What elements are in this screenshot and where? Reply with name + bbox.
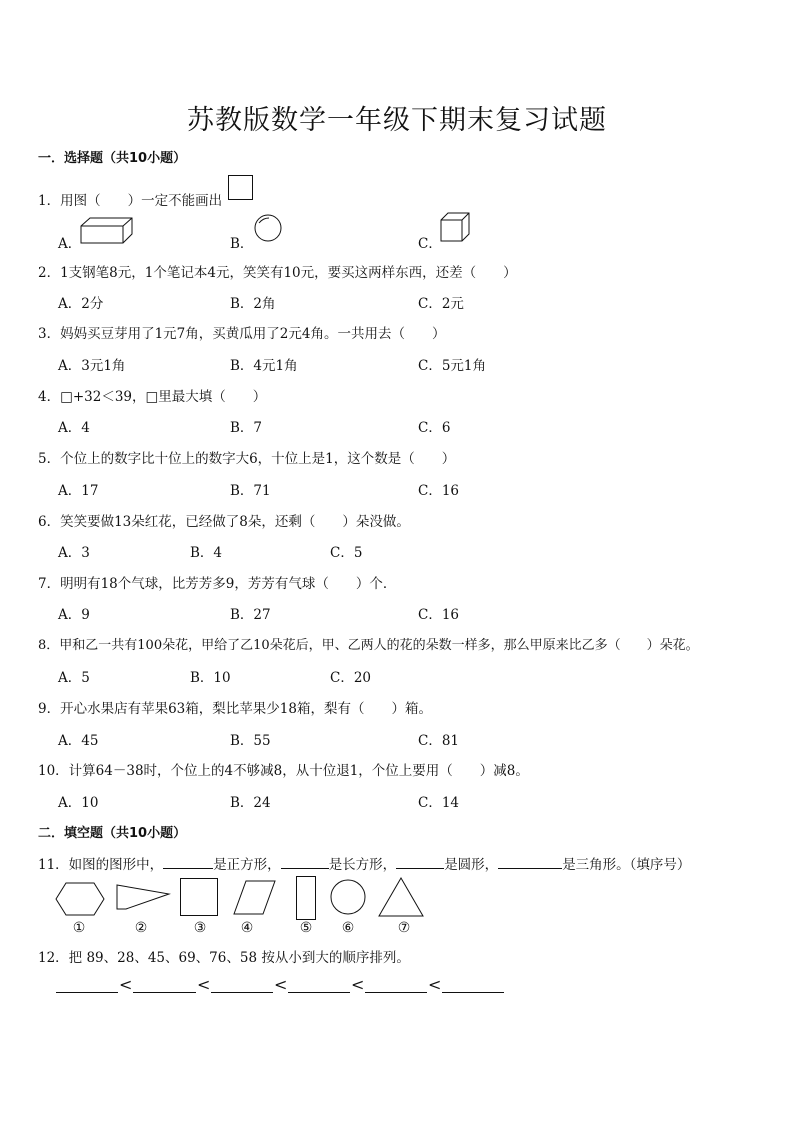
option-4-b: B．7 bbox=[230, 420, 263, 436]
rectangle-shape-icon bbox=[296, 876, 318, 922]
option-3-a: A．3元1角 bbox=[58, 358, 126, 374]
less-than-sign: < bbox=[197, 975, 211, 994]
question-2: 2．1支钢笔8元，1个笔记本4元，笑笑有10元，要买这两样东西，还差（ ） bbox=[38, 265, 517, 281]
option-10-c: C．14 bbox=[418, 795, 460, 811]
order-blank-4[interactable] bbox=[288, 980, 350, 993]
q11-triangle-text: 是三角形。（填序号） bbox=[562, 857, 691, 873]
option-9-c: C．81 bbox=[418, 733, 460, 749]
q11-blank-circle[interactable] bbox=[396, 856, 444, 869]
option-9-a: A．45 bbox=[58, 733, 99, 749]
less-than-sign: < bbox=[119, 975, 133, 994]
parallelogram-icon bbox=[233, 880, 277, 916]
q11-blank-rectangle[interactable] bbox=[281, 856, 329, 869]
option-3-c: C．5元1角 bbox=[418, 358, 487, 374]
square-icon bbox=[228, 175, 254, 201]
less-than-sign: < bbox=[351, 975, 365, 994]
hexagon-icon bbox=[55, 882, 107, 918]
cube-icon bbox=[440, 212, 472, 244]
cuboid-icon bbox=[80, 216, 136, 246]
section-heading-choice: 一．选择题（共10小题） bbox=[38, 151, 187, 166]
order-blank-1[interactable] bbox=[56, 980, 118, 993]
section-heading-fill: 二．填空题（共10小题） bbox=[38, 826, 187, 841]
triangle-shape-icon bbox=[378, 877, 426, 919]
question-1: 1．用图（ ）一定不能画出 bbox=[38, 193, 223, 209]
question-8: 8．甲和乙一共有100朵花，甲给了乙10朵花后，甲、乙两人的花的朵数一样多，那么甲原来比乙多（ ）朵花。 bbox=[38, 638, 699, 653]
question-4: 4．□+32＜39，□里最大填（ ） bbox=[38, 389, 267, 405]
question-3: 3．妈妈买豆芽用了1元7角，买黄瓜用了2元4角。一共用去（ ） bbox=[38, 326, 446, 342]
option-4-c: C．6 bbox=[418, 420, 451, 436]
option-8-a: A．5 bbox=[58, 670, 90, 686]
quadrilateral-icon bbox=[116, 884, 172, 912]
option-1-c: C． bbox=[418, 236, 442, 252]
shape-label-2: ② bbox=[134, 920, 148, 936]
q11-intro: 11．如图的图形中， bbox=[38, 857, 164, 873]
option-3-b: B．4元1角 bbox=[230, 358, 298, 374]
option-4-a: A．4 bbox=[58, 420, 90, 436]
shape-label-1: ① bbox=[72, 920, 86, 936]
page-title: 苏教版数学一年级下期末复习试题 bbox=[187, 105, 607, 136]
sphere-icon bbox=[253, 214, 285, 244]
order-blank-5[interactable] bbox=[365, 980, 427, 993]
q11-circle-text: 是圆形， bbox=[444, 857, 499, 873]
order-blank-3[interactable] bbox=[211, 980, 273, 993]
shape-label-6: ⑥ bbox=[341, 920, 355, 936]
option-5-b: B．71 bbox=[230, 483, 271, 499]
option-5-c: C．16 bbox=[418, 483, 460, 499]
option-8-c: C．20 bbox=[330, 670, 372, 686]
q11-blank-square[interactable] bbox=[163, 856, 213, 869]
option-1-a: A． bbox=[58, 236, 82, 252]
option-8-b: B．10 bbox=[190, 670, 231, 686]
option-6-a: A．3 bbox=[58, 545, 90, 561]
question-9: 9．开心水果店有苹果63箱，梨比苹果少18箱，梨有（ ）箱。 bbox=[38, 701, 432, 717]
q11-rectangle-text: 是长方形， bbox=[328, 857, 397, 873]
option-6-b: B．4 bbox=[190, 545, 223, 561]
less-than-sign: < bbox=[428, 975, 442, 994]
question-10: 10．计算64－38时，个位上的4不够减8，从十位退1，个位上要用（ ）减8。 bbox=[38, 763, 529, 779]
shape-label-3: ③ bbox=[193, 920, 207, 936]
option-2-a: A．2分 bbox=[58, 296, 104, 312]
less-than-sign: < bbox=[274, 975, 288, 994]
option-1-b: B． bbox=[230, 236, 254, 252]
question-7: 7．明明有18个气球，比芳芳多9，芳芳有气球（ ）个． bbox=[38, 576, 397, 592]
q11-square-text: 是正方形， bbox=[213, 857, 281, 873]
question-6: 6．笑笑要做13朵红花，已经做了8朵，还剩（ ）朵没做。 bbox=[38, 514, 410, 530]
option-7-b: B．27 bbox=[230, 607, 271, 623]
option-2-b: B．2角 bbox=[230, 296, 276, 312]
option-10-b: B．24 bbox=[230, 795, 271, 811]
shape-label-5: ⑤ bbox=[299, 920, 313, 936]
circle-shape-icon bbox=[330, 879, 368, 917]
question-12: 12．把 89、28、45、69、76、58 按从小到大的顺序排列。 bbox=[38, 950, 410, 966]
option-9-b: B．55 bbox=[230, 733, 271, 749]
square-shape-icon bbox=[180, 878, 220, 918]
order-blank-2[interactable] bbox=[133, 980, 196, 993]
question-5: 5．个位上的数字比十位上的数字大6，十位上是1，这个数是（ ） bbox=[38, 451, 456, 467]
shape-label-4: ④ bbox=[240, 920, 254, 936]
option-6-c: C．5 bbox=[330, 545, 363, 561]
shape-label-7: ⑦ bbox=[397, 920, 411, 936]
option-2-c: C．2元 bbox=[418, 296, 464, 312]
ordering-row bbox=[56, 976, 516, 996]
option-7-c: C．16 bbox=[418, 607, 460, 623]
order-blank-6[interactable] bbox=[442, 980, 504, 993]
option-5-a: A．17 bbox=[58, 483, 99, 499]
option-7-a: A．9 bbox=[58, 607, 90, 623]
option-10-a: A．10 bbox=[58, 795, 99, 811]
q11-blank-triangle[interactable] bbox=[498, 856, 562, 869]
question-11 bbox=[38, 853, 690, 873]
